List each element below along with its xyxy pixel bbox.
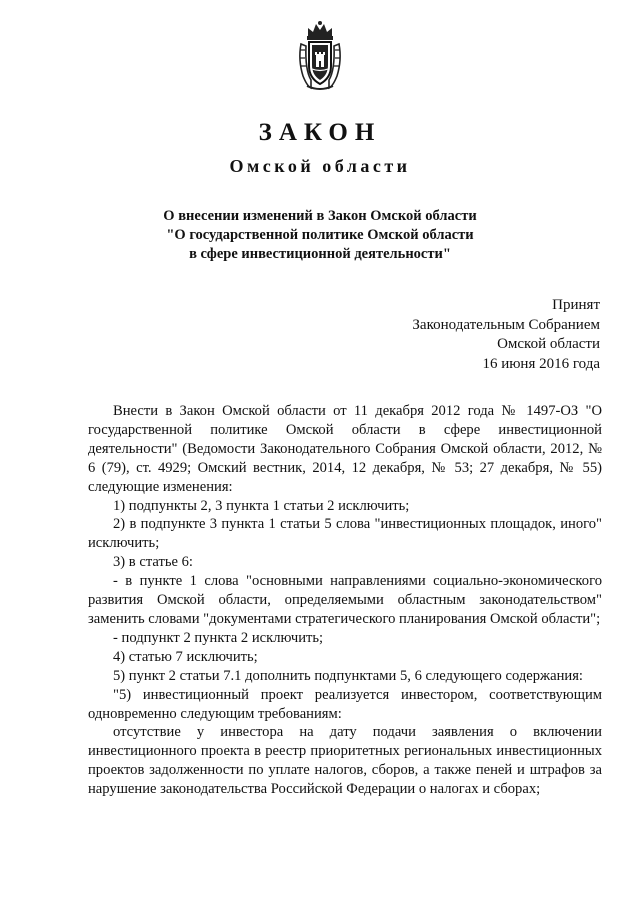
body-paragraph: отсутствие у инвестора на дату подачи заявления о включении инвестиционного проекта в реестр приоритетных региональных инвестиционных проектов задолженности по уплате налогов, сборов, а также пеней и штрафов за нарушение законодательства Российской Федерации о налогах и сборах; bbox=[88, 724, 602, 798]
body-paragraph: 4) статью 7 исключить; bbox=[113, 648, 258, 665]
subject-line: О внесении изменений в Закон Омской области bbox=[163, 208, 477, 224]
adoption-block bbox=[412, 296, 600, 374]
document-subject bbox=[0, 207, 640, 264]
document-title: ЗАКОН bbox=[258, 119, 382, 146]
body-paragraph: - в пункте 1 слова "основными направлениями социально-экономического развития Омской области, определяемыми областным законодательством" заменить словами "документами стратегического планирования Омской области"; bbox=[88, 573, 602, 627]
document-body bbox=[88, 402, 602, 799]
body-paragraph: - подпункт 2 пункта 2 исключить; bbox=[113, 629, 324, 646]
adoption-date: 16 июня 2016 года bbox=[482, 355, 600, 372]
omsk-coat-of-arms-icon bbox=[297, 20, 343, 92]
adoption-line: Законодательным Собранием bbox=[412, 316, 600, 333]
body-paragraph: Внести в Закон Омской области от 11 декабря 2012 года № 1497-ОЗ "О государственной политике Омской области в сфере инвестиционной деятельности" (Ведомости Законодательного Собрания Омской области, 2012, № 6 (79), ст. 4929; Омский вестник, 2014, 12 декабря, № 53; 27 декабря, № 55) следующие изменения: bbox=[88, 403, 602, 495]
body-paragraph: 3) в статье 6: bbox=[113, 554, 193, 571]
body-paragraph: 5) пункт 2 статьи 7.1 дополнить подпунктами 5, 6 следующего содержания: bbox=[113, 667, 583, 684]
document-region: Омской области bbox=[229, 156, 411, 176]
adoption-line: Принят bbox=[552, 297, 600, 313]
subject-line: в сфере инвестиционной деятельности" bbox=[189, 246, 451, 262]
body-paragraph: 1) подпункты 2, 3 пункта 1 статьи 2 исключить; bbox=[113, 497, 410, 514]
subject-line: "О государственной политике Омской области bbox=[166, 227, 474, 243]
adoption-line: Омской области bbox=[497, 336, 600, 352]
body-paragraph: "5) инвестиционный проект реализуется инвестором, соответствующим одновременно следующим требованиям: bbox=[88, 686, 602, 722]
body-paragraph: 2) в подпункте 3 пункта 1 статьи 5 слова "инвестиционных площадок, иного" исключить; bbox=[88, 516, 602, 552]
